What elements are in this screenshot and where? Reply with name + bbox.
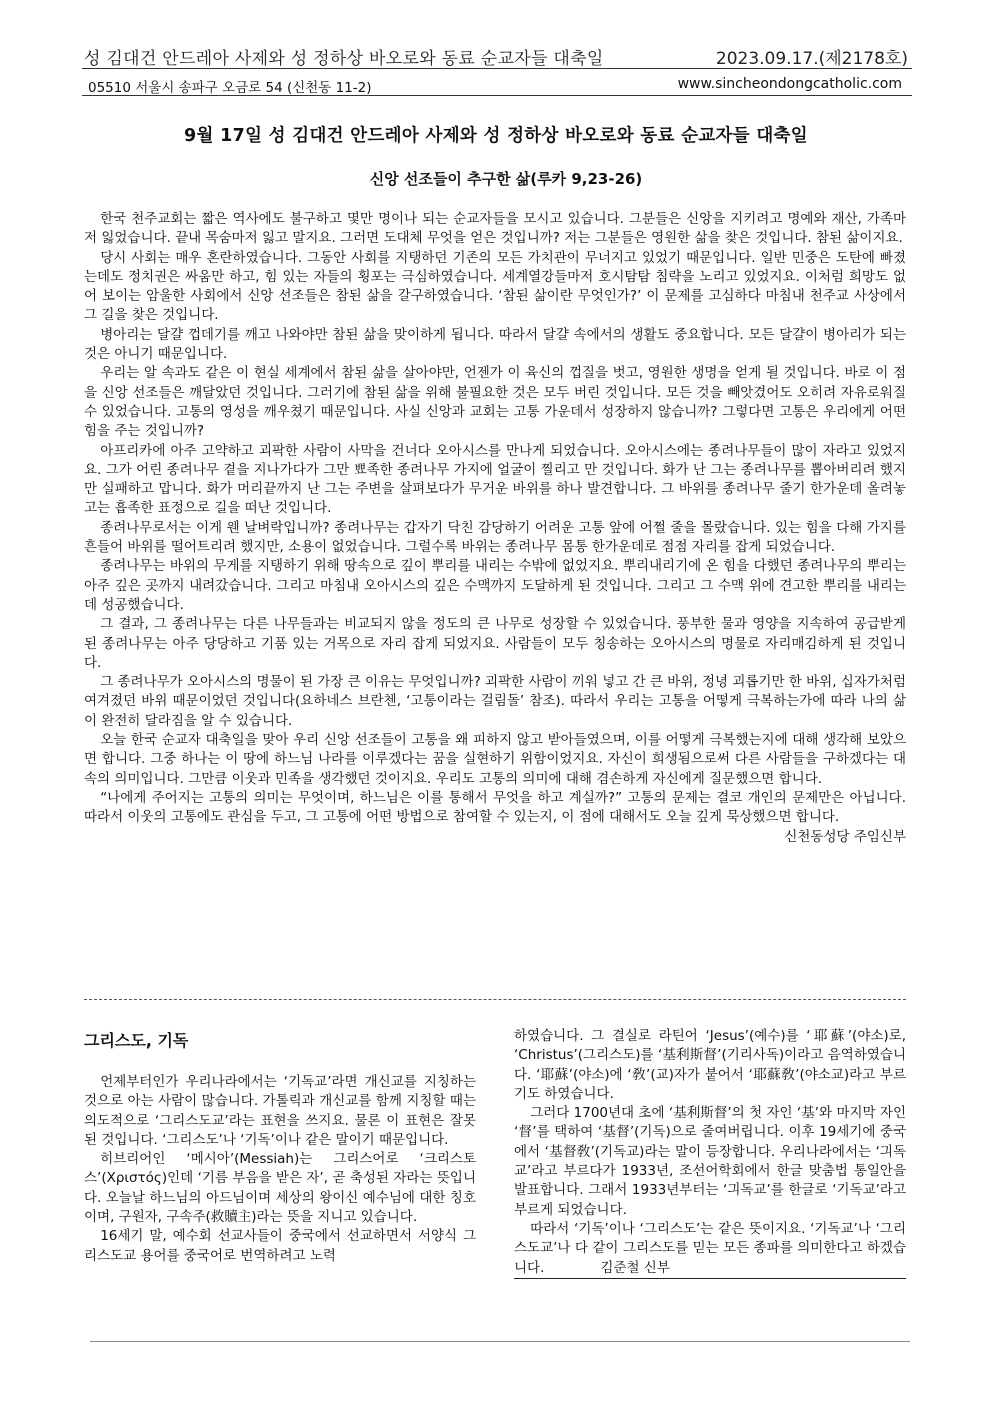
article-paragraph: 하였습니다. 그 결실로 라틴어 ‘Jesus’(예수)를 ‘耶蘇’(야소)로, ‘Christus’(그리스도)를 ‘基利斯督’(기리사독)이라고 음역하였습니다. ‘耶蘇’(야소)에 ‘敎’(교)자가 붙어서 ‘耶蘇敎’(야소교)라고 부르기도 하였습니다. xyxy=(514,1028,906,1102)
homily-paragraph: 병아리는 달걀 껍데기를 깨고 나와야만 참된 삶을 맞이하게 됩니다. 따라서 달걀 속에서의 생활도 중요합니다. 모든 달걀이 병아리가 되는 것은 아니기 때문입니다. xyxy=(84,326,906,363)
homily-subtitle: 신앙 선조들이 추구한 삶(루카 9,23-26) xyxy=(369,170,643,188)
article-paragraph: 16세기 말, 예수회 선교사들이 중국에서 선교하면서 서양식 그리스도교 용어를 중국어로 번역하려고 노력 xyxy=(84,1228,476,1264)
homily-paragraph: “나에게 주어지는 고통의 의미는 무엇이며, 하느님은 이를 통해서 무엇을 하고 계실까?” 고통의 문제는 결코 개인의 문제만은 아닙니다. 따라서 이웃의 고통에도 관심을 두고, 그 고통에 어떤 방법으로 참여할 수 있는지, 이 점에 대해서도 오늘 깊게 묵상했으면 합니다. xyxy=(84,789,906,826)
bulletin-title: 성 김대건 안드레아 사제와 성 정하상 바오로와 동료 순교자들 대축일 xyxy=(84,49,604,69)
homily-paragraph: 우리는 알 속과도 같은 이 현실 세계에서 참된 삶을 살아야만, 언젠가 이 육신의 껍질을 벗고, 영원한 생명을 얻게 될 것입니다. 바로 이 점을 신앙 선조들은 깨달았던 것입니다. 그러기에 참된 삶을 위해 불필요한 것은 모두 버린 것입니다. 모든 것을 빼앗겼어도 오히려 자유로워질 수 있었습니다. 고통의 영성을 깨우쳤기 때문입니다. 사실 신앙과 교회는 고통 가운데서 성장하지 않습니까? 그렇다면 고통은 우리에게 어떤 힘을 주는 것입니까? xyxy=(84,365,906,440)
article-author: 김준철 신부 xyxy=(600,1259,670,1276)
article-paragraph: 히브리어인 ‘메시아’(Messiah)는 그리스어로 ‘크리스토스’(Χριστός)인데 ‘기름 부음을 받은 자’, 곧 축성된 자라는 뜻입니다. 오늘날 하느님의 아드님이며 세상의 왕이신 예수님에 대한 칭호이며, 구원자, 구속주(救贖主)라는 뜻을 지니고 있습니다. xyxy=(84,1151,476,1226)
homily-paragraph: 아프리카에 아주 고약하고 괴팍한 사람이 사막을 건너다 오아시스를 만나게 되었습니다. 오아시스에는 종려나무들이 많이 자라고 있었지요. 그가 어린 종려나무 곁을 지나가다가 그만 뾰족한 종려나무 가지에 얼굴이 찔리고 만 것입니다. 화가 난 그는 종려나무를 뽑아버리려 했지만 실패하고 맙니다. 화가 머리끝까지 난 그는 주변을 살펴보다가 무거운 바위를 하나 발견합니다. 그 바위를 종려나무 줄기 한가운데 올려놓고는 흡족한 표정으로 길을 떠난 것입니다. xyxy=(84,442,906,517)
article-right-column xyxy=(514,1027,906,1279)
homily-paragraph: 종려나무로서는 이게 웬 날벼락입니까? 종려나무는 갑자기 닥친 감당하기 어려운 고통 앞에 어쩔 줄을 몰랐습니다. 있는 힘을 다해 가지를 흔들어 바위를 떨어트리려 했지만, 소용이 없었습니다. 그럴수록 바위는 종려나무 몸통 한가운데로 점점 자리를 잡게 되었습니다. xyxy=(84,519,906,556)
homily-paragraph: 한국 천주교회는 짧은 역사에도 불구하고 몇만 명이나 되는 순교자들을 모시고 있습니다. 그분들은 신앙을 지키려고 명예와 재산, 가족마저 잃었습니다. 끝내 목숨마저 잃고 말지요. 그러면 도대체 무엇을 얻은 것입니까? 저는 그분들은 영원한 삶을 찾은 것입니다. 참된 삶이지요. xyxy=(84,211,906,247)
homily-paragraph: 그 종려나무가 오아시스의 명물이 된 가장 큰 이유는 무엇입니까? 괴팍한 사람이 끼워 넣고 간 큰 바위, 정녕 괴롭기만 한 바위, 십자가처럼 여겨졌던 바위 때문이었던 것입니다(요하네스 브란첸, ‘고통이라는 걸림돌’ 참조). 따라서 우리는 고통을 어떻게 극복하는가에 따라 나의 삶이 완전히 달라짐을 알 수 있습니다. xyxy=(84,674,906,729)
homily-paragraph: 당시 사회는 매우 혼란하였습니다. 그동안 사회를 지탱하던 기존의 모든 가치관이 무너지고 있었기 때문입니다. 일반 민중은 도탄에 빠졌는데도 정치권은 싸움만 하고, 힘 있는 자들의 횡포는 극심하였습니다. 세계열강들마저 호시탐탐 침략을 노리고 있었지요. 이처럼 희망도 없어 보이는 암울한 사회에서 신앙 선조들은 참된 삶을 갈구하였습니다. ‘참된 삶이란 무엇인가?’ 이 문제를 고심하다 마침내 천주교 사상에서 그 길을 찾은 것입니다. xyxy=(84,249,906,324)
header-divider-bottom xyxy=(82,95,912,96)
article-paragraph: 언제부터인가 우리나라에서는 ‘기독교’라면 개신교를 지칭하는 것으로 아는 사람이 많습니다. 가톨릭과 개신교를 함께 지칭할 때는 의도적으로 ‘그리스도교’라는 표현을 쓰지요. 물론 이 표현은 잘못된 것입니다. ‘그리스도’나 ‘기독’이나 같은 말이기 때문입니다. xyxy=(84,1074,476,1148)
article-left-column xyxy=(84,1073,476,1266)
section-separator xyxy=(84,999,906,1000)
homily-signature: 신천동성당 주임신부 xyxy=(784,828,906,845)
homily-title: 9월 17일 성 김대건 안드레아 사제와 성 정하상 바오로와 동료 순교자들 대축일 xyxy=(184,126,808,146)
header-divider xyxy=(82,68,912,69)
bulletin-date: 2023.09.17.(제2178호) xyxy=(715,49,908,69)
homily-paragraph: 그 결과, 그 종려나무는 다른 나무들과는 비교되지 않을 정도의 큰 나무로 성장할 수 있었습니다. 풍부한 물과 영양을 지속하여 공급받게 된 종려나무는 아주 당당하고 기품 있는 거목으로 자리 잡게 되었지요. 사람들이 모두 칭송하는 오아시스의 명물로 자리매김하게 된 것입니다. xyxy=(84,616,906,671)
article-title: 그리스도, 기독 xyxy=(84,1031,189,1050)
parish-website-link[interactable]: www.sincheondongcatholic.com xyxy=(677,76,902,92)
article-final-text: 따라서 ‘기독’이나 ‘그리스도’는 같은 뜻이지요. ‘기독교’나 ‘그리스도교’나 다 같이 그리스도를 믿는 모든 종파를 의미한다고 하겠습니다. xyxy=(514,1220,906,1276)
article-paragraph: 그러다 1700년대 초에 ‘基利斯督’의 첫 자인 ‘基’와 마지막 자인 ‘督’를 택하여 ‘基督’(기독)으로 줄여버립니다. 이후 19세기에 중국에서 ‘基督敎’(기독교)라는 말이 등장합니다. 우리나라에서는 ‘긔독교’라고 부르다가 1933년, 조선어학회에서 한글 맞춤법 통일안을 발표합니다. 그래서 1933년부터는 ‘긔독교’를 한글로 ‘기독교’라고 부르게 되었습니다. xyxy=(514,1105,906,1218)
page-bottom-divider xyxy=(90,1341,910,1342)
article-final-paragraph xyxy=(514,1220,906,1279)
parish-address: 05510 서울시 송파구 오금로 54 (신천동 11-2) xyxy=(88,80,372,96)
homily-paragraph: 오늘 한국 순교자 대축일을 맞아 우리 신앙 선조들이 고통을 왜 피하지 않고 받아들였으며, 이를 어떻게 극복했는지에 대해 생각해 보았으면 합니다. 그중 하나는 이 땅에 하느님 나라를 이루겠다는 꿈을 실현하기 위함이었지요. 자신이 희생됨으로써 다른 사람들을 구하겠다는 대속의 의미입니다. 그만큼 이웃과 민족을 생각했던 것이지요. 우리도 고통의 의미에 대해 겸손하게 자신에게 질문했으면 합니다. xyxy=(84,732,906,787)
homily-body xyxy=(84,210,906,847)
homily-paragraph: 종려나무는 바위의 무게를 지탱하기 위해 땅속으로 깊이 뿌리를 내리는 수밖에 없었지요. 뿌리내리기에 온 힘을 다했던 종려나무의 뿌리는 아주 깊은 곳까지 내려갔습니다. 그리고 마침내 오아시스의 깊은 수맥까지 도달하게 된 것입니다. 그리고 그 수맥 위에 견고한 뿌리를 내리는 데 성공했습니다. xyxy=(84,558,906,613)
